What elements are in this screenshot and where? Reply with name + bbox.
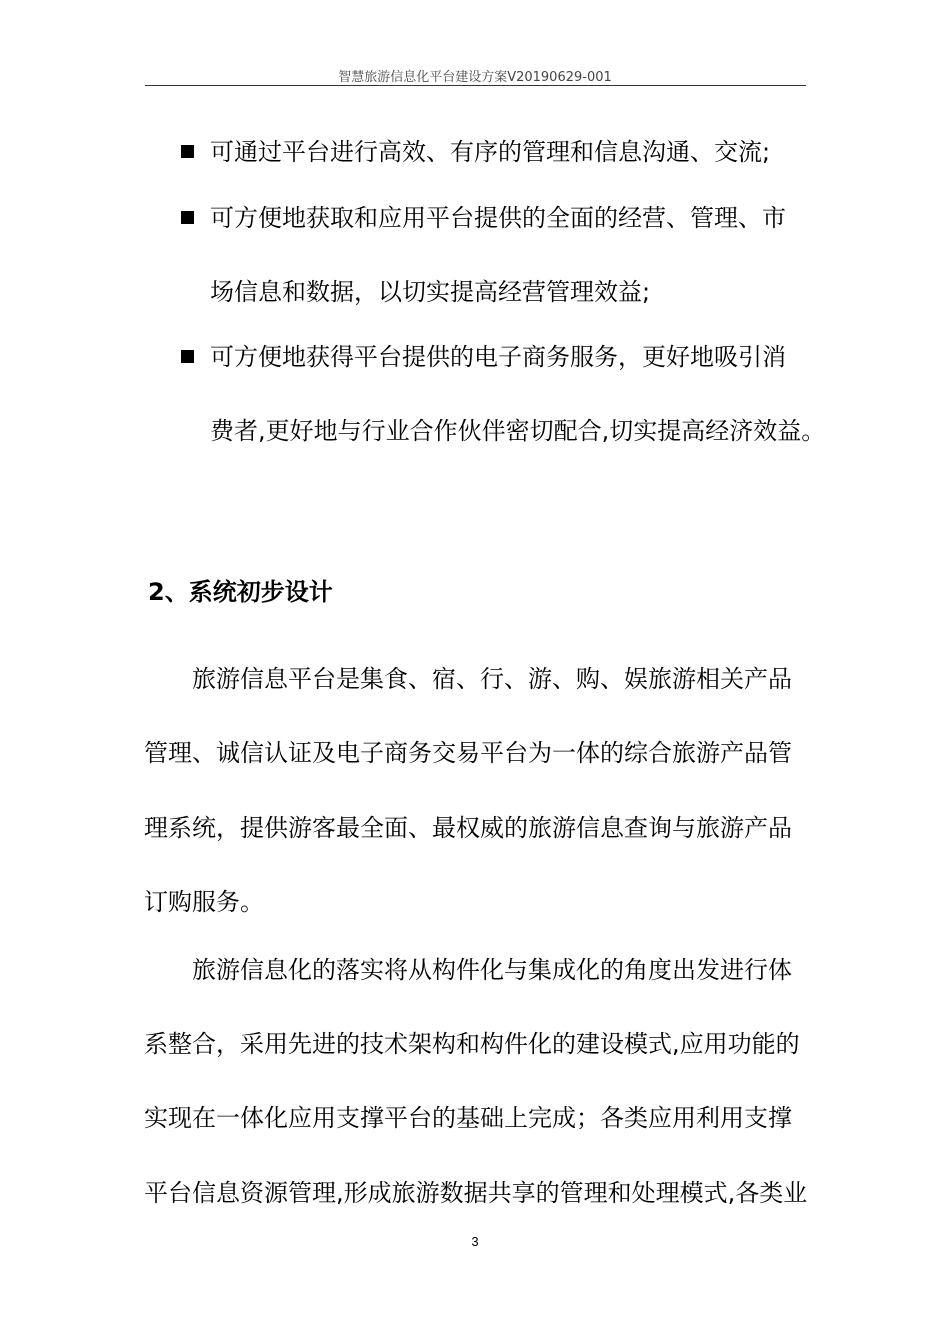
bullet-line-continued: 费者,更好地与行业合作伙伴密切配合,切实提高经济效益。 xyxy=(210,417,826,445)
paragraph-line: 旅游信息平台是集食、宿、行、游、购、娱旅游相关产品 xyxy=(192,665,792,693)
header-divider xyxy=(145,85,806,86)
bullet-square-icon xyxy=(181,145,194,158)
bullet-line: 可通过平台进行高效、有序的管理和信息沟通、交流; xyxy=(210,138,771,166)
paragraph-line: 订购服务。 xyxy=(144,888,264,916)
paragraph-line: 实现在一体化应用支撑平台的基础上完成；各类应用利用支撑 xyxy=(144,1104,792,1132)
paragraph-line: 平台信息资源管理,形成旅游数据共享的管理和处理模式,各类业 xyxy=(144,1179,808,1207)
bullet-square-icon xyxy=(181,211,194,224)
paragraph-line: 旅游信息化的落实将从构件化与集成化的角度出发进行体 xyxy=(192,956,792,984)
page-number: 3 xyxy=(471,1234,479,1249)
bullet-square-icon xyxy=(181,350,194,363)
paragraph-line: 管理、诚信认证及电子商务交易平台为一体的综合旅游产品管 xyxy=(144,739,792,767)
bullet-line-continued: 场信息和数据，以切实提高经营管理效益; xyxy=(210,278,651,306)
paragraph-line: 系整合，采用先进的技术架构和构件化的建设模式,应用功能的 xyxy=(144,1030,800,1058)
section-heading: 2、系统初步设计 xyxy=(148,578,333,606)
bullet-line: 可方便地获取和应用平台提供的全面的经营、管理、市 xyxy=(210,204,786,232)
running-header: 智慧旅游信息化平台建设方案V20190629-001 xyxy=(338,70,612,85)
bullet-line: 可方便地获得平台提供的电子商务服务，更好地吸引消 xyxy=(210,343,786,371)
paragraph-line: 理系统，提供游客最全面、最权威的旅游信息查询与旅游产品 xyxy=(144,814,792,842)
